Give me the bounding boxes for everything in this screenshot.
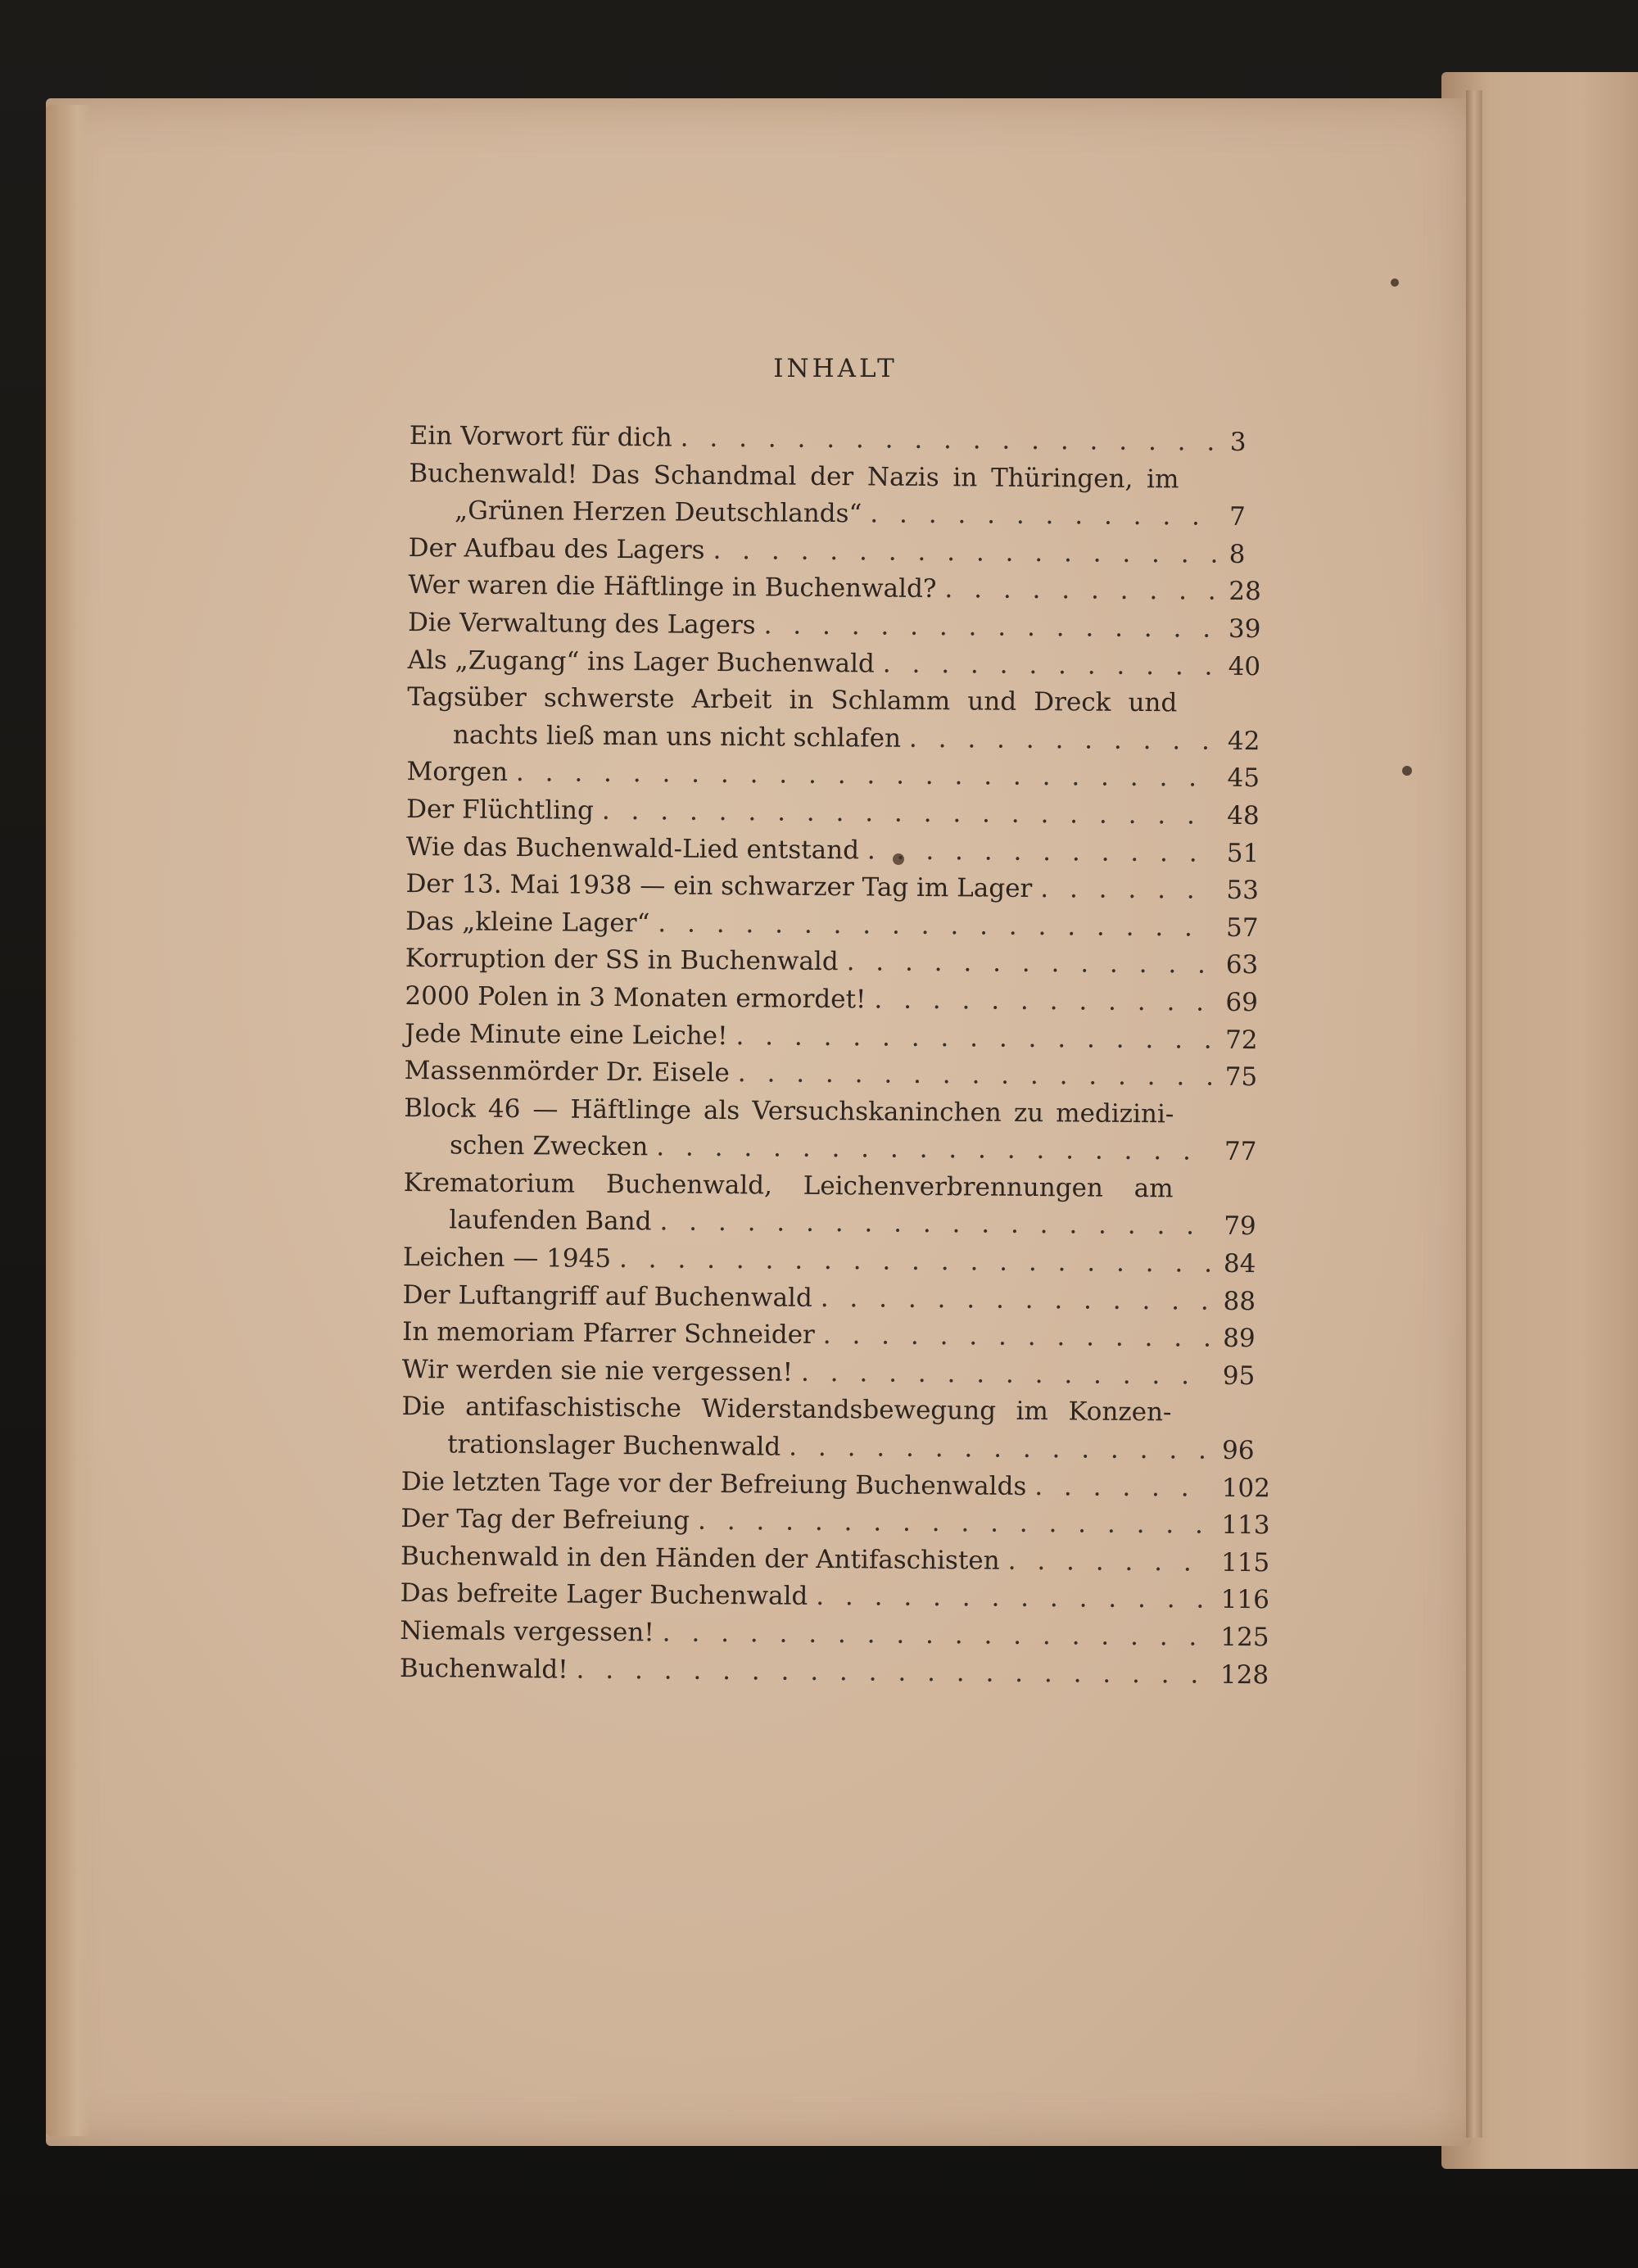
toc-entry (405, 866, 1274, 910)
toc-entry-line (404, 1127, 1272, 1171)
toc-page-number: 45 (1227, 763, 1260, 794)
toc-entry (406, 829, 1274, 873)
toc-entry-line (403, 1165, 1271, 1209)
toc-page-number: 72 (1224, 1025, 1258, 1055)
toc-entry-line (407, 717, 1275, 761)
toc-entry-title: Jede Minute eine Leiche! (404, 1018, 728, 1051)
dot-leader (763, 607, 1217, 648)
toc-entry-title: Das befreite Lager Buchenwald (400, 1578, 808, 1612)
dot-leader (713, 532, 1218, 573)
toc-entry-title: Wie das Buchenwald-Lied entstand (405, 831, 860, 865)
toc-entry (404, 1090, 1273, 1172)
toc-entry-line (408, 604, 1276, 649)
toc-page-number: 84 (1223, 1248, 1256, 1279)
toc-entry-line (403, 1239, 1271, 1283)
toc-entry-line (408, 567, 1276, 611)
toc-entry-line (403, 1202, 1271, 1246)
toc-entry-title: Morgen (406, 757, 509, 788)
toc-entry-title: Buchenwald in den Händen der Antifaschisten (400, 1541, 1000, 1576)
toc-page-number: 69 (1225, 987, 1259, 1018)
dot-leader (735, 1018, 1214, 1059)
toc-entry-line (402, 1351, 1270, 1396)
toc-entry (400, 1538, 1269, 1582)
toc-entry-line (400, 1501, 1269, 1545)
dot-leader (658, 905, 1215, 947)
toc-entry-title: Der Tag der Befreiung (400, 1504, 690, 1536)
toc-entry (401, 1388, 1270, 1470)
toc-page-number: 115 (1220, 1547, 1270, 1578)
toc-title: INHALT (773, 354, 898, 383)
dot-leader (874, 981, 1214, 1021)
toc-page-number: 75 (1224, 1062, 1258, 1093)
dot-leader (823, 1317, 1212, 1357)
toc-entry-line (406, 791, 1274, 835)
toc-entry (405, 1015, 1273, 1059)
toc-page-number: 79 (1224, 1211, 1256, 1242)
toc-entry-line (407, 679, 1275, 723)
toc-entry-line (402, 1277, 1270, 1321)
toc-entry (402, 1314, 1270, 1358)
toc-entry-title: schen Zwecken (449, 1130, 649, 1162)
toc-entry-title: Der Flüchtling (406, 794, 595, 826)
toc-entry-line (401, 1464, 1269, 1508)
dot-leader (516, 754, 1216, 797)
dot-leader (821, 1280, 1212, 1320)
toc-entry-title: Buchenwald! (399, 1653, 568, 1685)
toc-entry-title: Der Luftangriff auf Buchenwald (402, 1279, 812, 1313)
toc-page-number: 39 (1228, 613, 1261, 645)
toc-entry-title: Tagsüber schwerste Arbeit in Schlamm und Dreck und (407, 682, 1178, 718)
toc-entry-line (402, 1314, 1270, 1358)
toc-entry-title: nachts ließ man uns nicht schlafen (452, 720, 902, 754)
toc-entry-line (405, 866, 1274, 910)
toc-entry (408, 567, 1276, 611)
toc-entry-line (405, 978, 1273, 1022)
toc-entry-title: Der 13. Mai 1938 — ein schwarzer Tag im Lager (405, 869, 1033, 904)
dot-leader (846, 944, 1215, 985)
toc-page-number: 113 (1221, 1510, 1270, 1541)
toc-entry-title: In memoriam Pfarrer Schneider (402, 1317, 815, 1351)
paper-speck (1391, 278, 1399, 287)
dot-leader (619, 1241, 1212, 1283)
dot-leader (867, 832, 1215, 872)
toc-entry (408, 604, 1276, 649)
toc-entry-title: Wir werden sie nie vergessen! (401, 1354, 794, 1388)
toc-entry-title: 2000 Polen in 3 Monaten ermordet! (405, 980, 867, 1015)
toc-entry-title: Der Aufbau des Lagers (408, 532, 705, 565)
toc-entry-line (405, 1015, 1273, 1059)
toc-page-number: 96 (1221, 1435, 1255, 1466)
toc-page-number: 8 (1228, 539, 1246, 569)
toc-entry (403, 1239, 1271, 1283)
page-edge-shadow (46, 105, 92, 2136)
toc-entry (400, 1613, 1268, 1657)
toc-entry (409, 530, 1277, 574)
toc-entry (400, 1501, 1269, 1545)
toc-entry (400, 1575, 1269, 1619)
toc-entry-line (401, 1426, 1269, 1470)
toc-page-number: 28 (1228, 577, 1261, 607)
toc-entry (405, 1053, 1273, 1097)
dot-leader (816, 1578, 1210, 1618)
toc-entry-title: Massenmörder Dr. Eisele (404, 1056, 731, 1089)
toc-page-number: 77 (1224, 1137, 1257, 1167)
toc-page-number: 63 (1225, 950, 1259, 980)
dot-leader (801, 1355, 1211, 1396)
toc-entry-title: Die antifaschistische Widerstandsbewegung im Konzen- (401, 1392, 1172, 1428)
dot-leader (909, 721, 1216, 761)
toc-page-number: 89 (1223, 1324, 1256, 1354)
toc-page-number: 116 (1220, 1585, 1270, 1615)
toc-entry-line (407, 642, 1275, 686)
dot-leader (944, 572, 1217, 611)
paper-speck (1402, 766, 1412, 776)
toc-entry-line (406, 754, 1274, 798)
toc-entry (406, 791, 1274, 835)
toc-entry (409, 455, 1278, 537)
toc-entry-title: Ein Vorwort für dich (409, 420, 672, 453)
toc-page-number: 53 (1226, 875, 1260, 906)
dot-leader (681, 420, 1219, 462)
dot-leader (663, 1614, 1210, 1656)
toc-entry-title: Buchenwald! Das Schandmal der Nazis in Thüringen, im (409, 458, 1179, 494)
toc-entry (401, 1464, 1269, 1508)
toc-page-number: 48 (1227, 800, 1260, 831)
toc-page-number: 88 (1223, 1286, 1256, 1316)
dot-leader (789, 1429, 1210, 1470)
toc-page-number: 95 (1222, 1360, 1256, 1391)
dot-leader (1040, 871, 1215, 909)
toc-entry (407, 679, 1276, 761)
toc-entry-line (401, 1388, 1269, 1433)
toc-entry-title: Wer waren die Häftlinge in Buchenwald? (408, 570, 937, 604)
toc-entry-line (400, 1650, 1268, 1695)
table-of-contents (400, 418, 1278, 1694)
toc-entry (406, 754, 1274, 798)
dot-leader (870, 496, 1218, 536)
dot-leader (883, 645, 1217, 686)
dot-leader (659, 1204, 1212, 1246)
toc-entry-line (404, 1090, 1272, 1134)
toc-page-number: 7 (1228, 502, 1246, 532)
toc-entry-title: Krematorium Buchenwald, Leichenverbrennungen am (403, 1167, 1174, 1204)
toc-entry (407, 642, 1275, 686)
toc-page-number: 125 (1220, 1622, 1269, 1653)
toc-entry-title: trationslager Buchenwald (447, 1429, 781, 1462)
toc-entry-title: Als „Zugang“ ins Lager Buchenwald (407, 645, 876, 679)
dot-leader (738, 1055, 1214, 1096)
toc-entry (410, 418, 1278, 462)
toc-entry-line (410, 418, 1278, 462)
toc-page-number: 57 (1225, 912, 1259, 943)
toc-entry-line (409, 530, 1277, 574)
toc-entry-title: Die Verwaltung des Lagers (407, 607, 756, 641)
toc-entry-title: Niemals vergessen! (400, 1615, 654, 1648)
toc-page-number: 3 (1229, 427, 1247, 458)
dot-leader (576, 1651, 1209, 1694)
toc-entry-title: Das „kleine Lager“ (405, 906, 650, 939)
toc-entry-title: Korruption der SS in Buchenwald (405, 944, 839, 977)
toc-entry (405, 978, 1273, 1022)
dot-leader (1034, 1469, 1210, 1507)
toc-entry-line (405, 903, 1274, 948)
toc-page-number: 128 (1219, 1659, 1269, 1690)
toc-page-number: 42 (1227, 726, 1260, 756)
toc-entry (405, 940, 1274, 985)
toc-entry (400, 1650, 1268, 1695)
toc-entry (403, 1165, 1272, 1247)
dot-leader (698, 1503, 1210, 1545)
toc-entry-title: Block 46 — Häftlinge als Versuchskaninchen zu medizini- (404, 1093, 1174, 1129)
toc-entry-line (405, 1053, 1273, 1097)
toc-entry-title: Leichen — 1945 (402, 1243, 612, 1274)
toc-entry-line (406, 829, 1274, 873)
toc-entry (405, 903, 1274, 948)
toc-entry (402, 1351, 1270, 1396)
toc-page-number: 51 (1226, 838, 1260, 868)
toc-entry-title: „Grünen Herzen Deutschlands“ (454, 496, 862, 529)
toc-entry-line (400, 1538, 1269, 1582)
toc-page-number: 40 (1228, 651, 1261, 681)
dot-leader (1008, 1543, 1210, 1582)
toc-entry-title: Die letzten Tage vor der Befreiung Buchenwalds (400, 1466, 1027, 1501)
toc-entry-line (405, 940, 1274, 985)
dot-leader (602, 793, 1216, 835)
toc-entry-line (409, 455, 1277, 500)
toc-entry-title: laufenden Band (449, 1205, 652, 1237)
toc-entry-line (400, 1575, 1269, 1619)
book-gutter (1466, 90, 1482, 2138)
toc-entry (402, 1277, 1270, 1321)
toc-entry-line (409, 492, 1277, 536)
toc-entry-line (400, 1613, 1268, 1657)
dot-leader (656, 1129, 1213, 1171)
toc-page-number: 102 (1221, 1473, 1271, 1503)
